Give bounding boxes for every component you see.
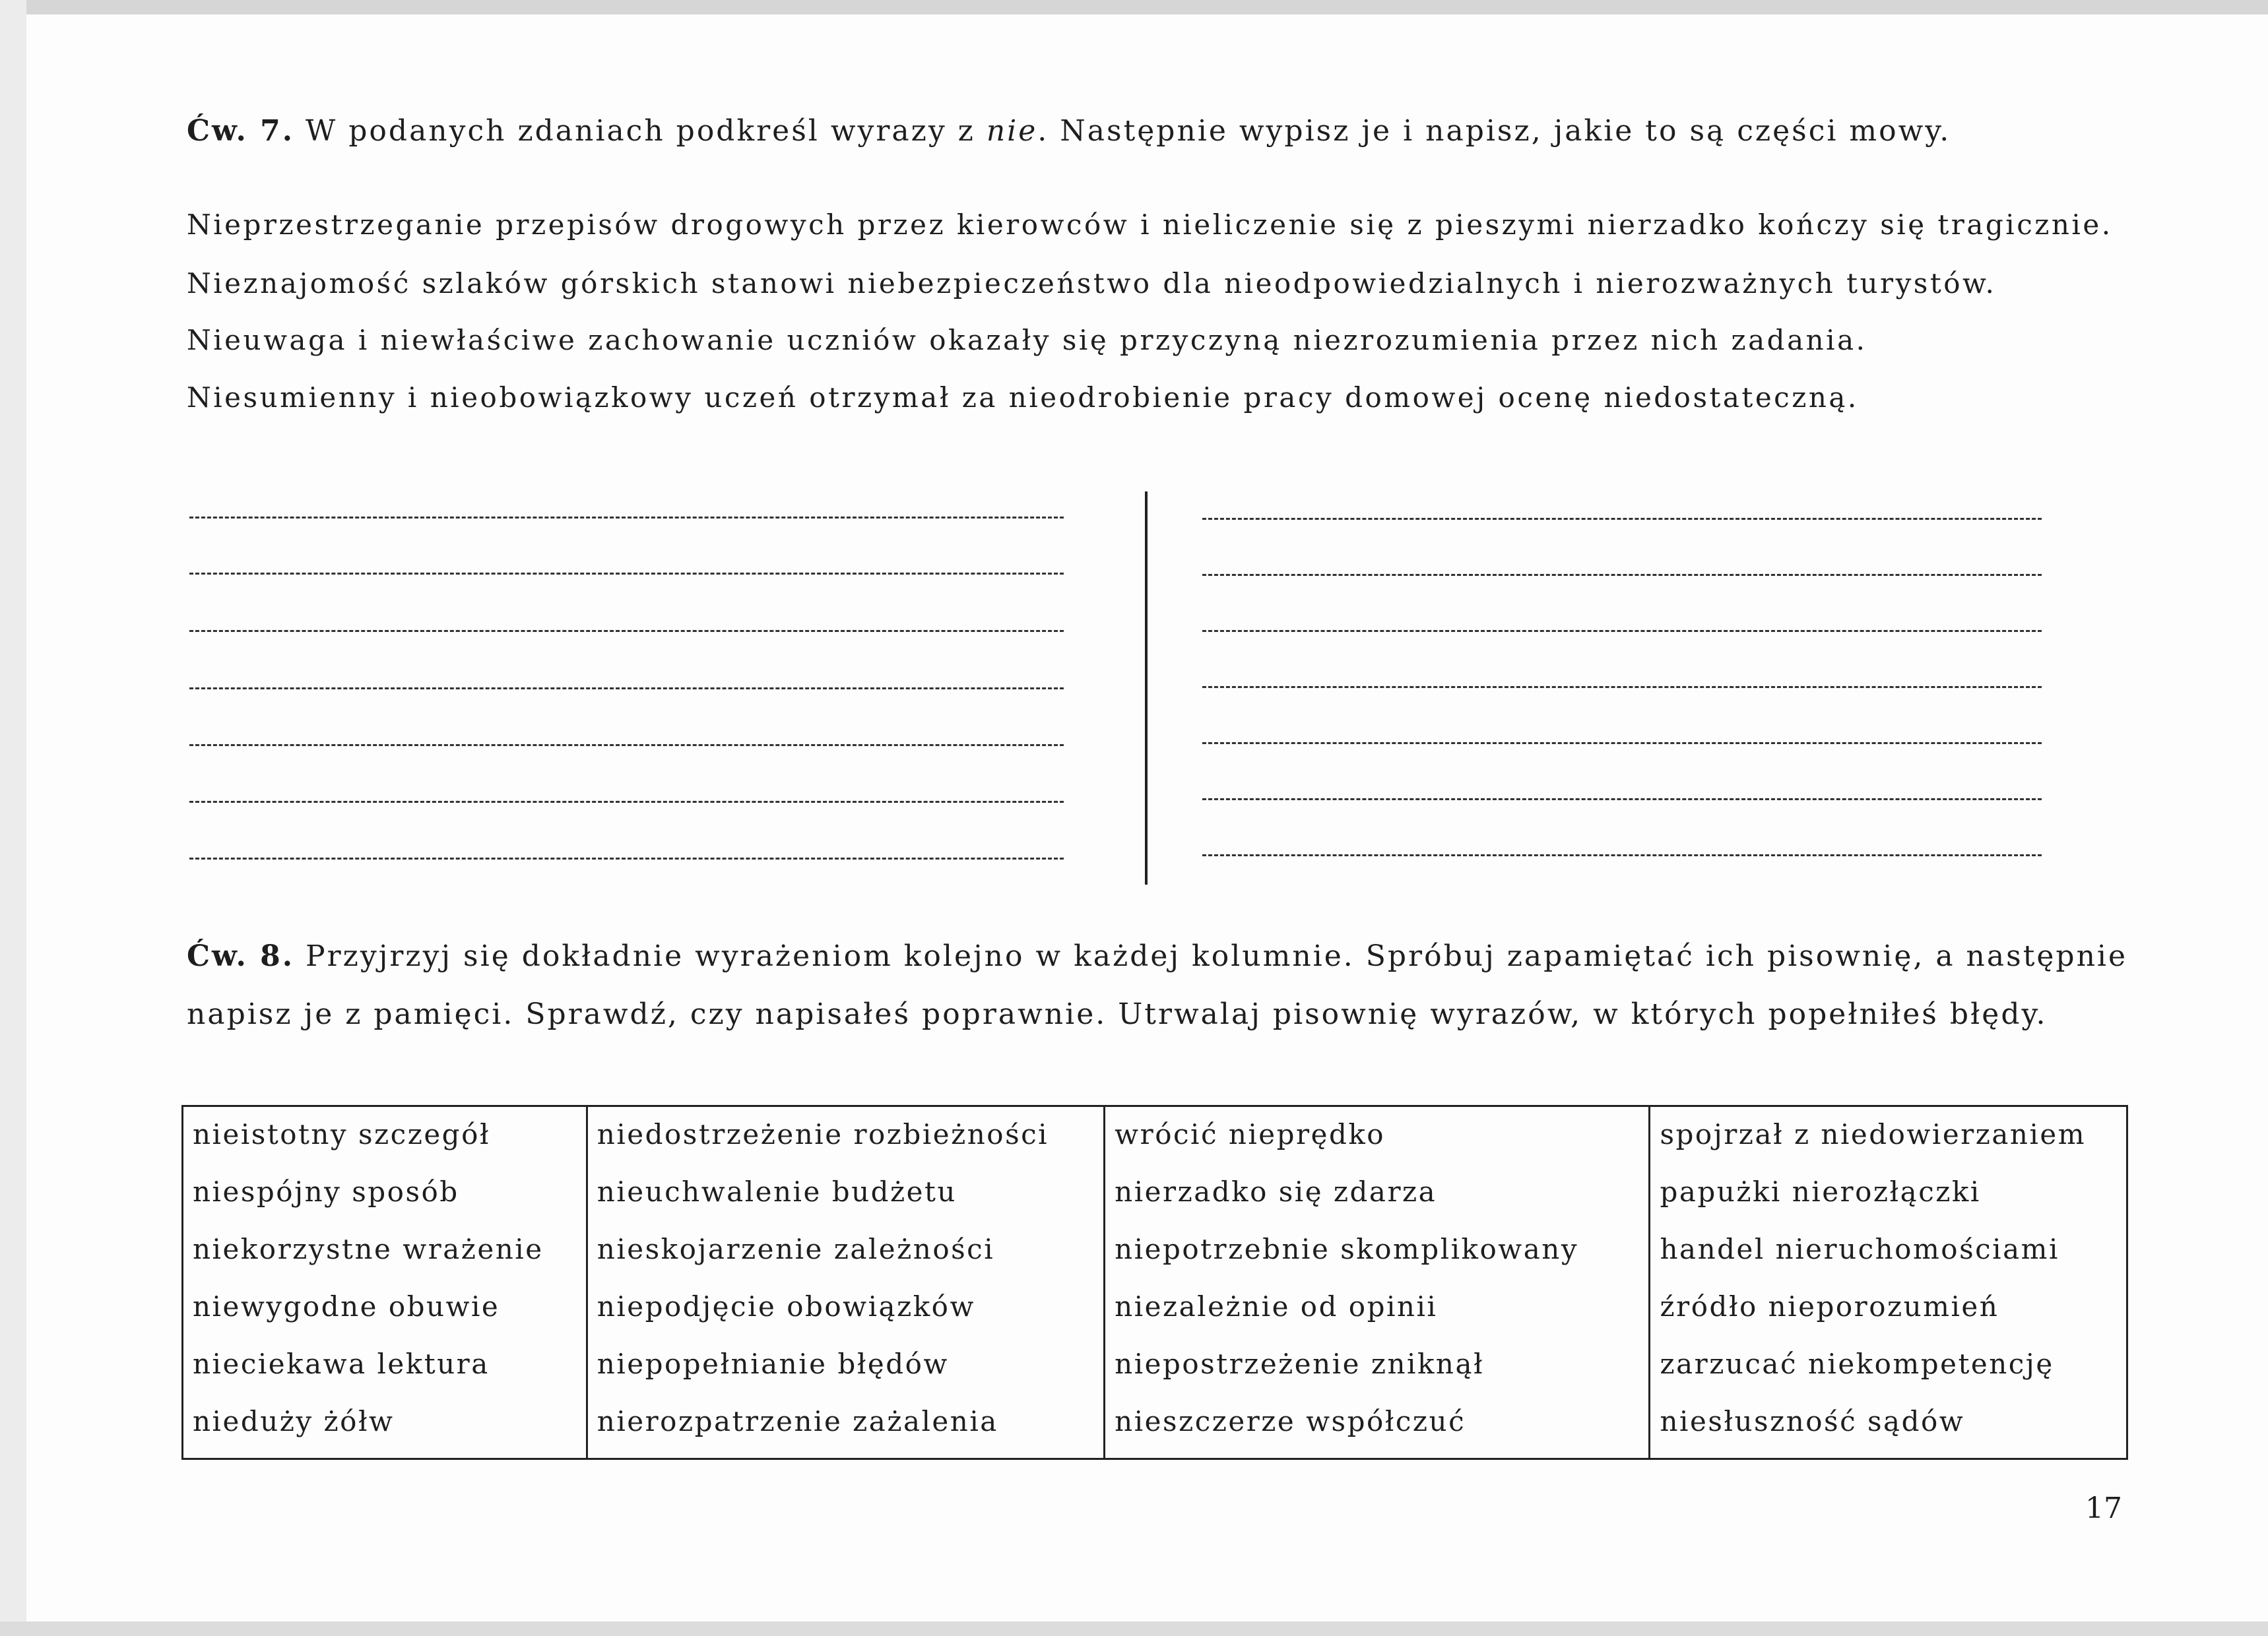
answer-line-left[interactable] [189,630,1064,632]
answer-line-right[interactable] [1202,630,2042,632]
phrase-item: niepostrzeżenie zniknął [1115,1348,1485,1380]
phrase-item: papużki nierozłączki [1660,1176,1981,1208]
phrase-column [588,1107,1105,1458]
page-number: 17 [2085,1492,2122,1525]
scan-edge-top [0,0,2268,15]
phrase-item: niezależnie od opinii [1115,1290,1438,1323]
phrase-table [181,1105,2128,1460]
phrase-item: niepodjęcie obowiązków [597,1290,975,1323]
answer-line-right[interactable] [1202,574,2042,576]
exercise-8-title [187,939,2128,973]
answer-line-left[interactable] [189,744,1064,746]
phrase-item: nieduży żółw [193,1405,395,1437]
phrase-item: niepopełnianie błędów [597,1348,949,1380]
exercise-7-instruction-a: W podanych zdaniach podkreśl wyrazy z [294,114,987,148]
exercise-7-sentence: Nieznajomość szlaków górskich stanowi niebezpieczeństwo dla nieodpowiedzialnych i nierozważnych turystów. [187,267,1997,299]
phrase-item: nieszczerze współczuć [1115,1405,1466,1437]
phrase-item: wrócić nieprędko [1115,1118,1386,1150]
exercise-7-title [187,114,1951,148]
phrase-item: nieuchwalenie budżetu [597,1176,957,1208]
answer-line-right[interactable] [1202,686,2042,688]
phrase-item: handel nieruchomościami [1660,1233,2059,1265]
exercise-8-instruction-line1: Przyjrzyj się dokładnie wyrażeniom kolejno w każdej kolumnie. Spróbuj zapamiętać ich pisownię, a następnie [294,939,2128,973]
phrase-item: nieistotny szczegół [193,1118,490,1150]
phrase-item: spojrzał z niedowierzaniem [1660,1118,2087,1150]
answer-line-right[interactable] [1202,854,2042,856]
exercise-7-sentence: Nieuwaga i niewłaściwe zachowanie uczniów okazały się przyczyną niezrozumienia przez nich zadania. [187,324,1867,356]
exercise-7-instruction-italic: nie [986,114,1038,148]
phrase-item: niesłuszność sądów [1660,1405,1965,1437]
phrase-item: nieciekawa lektura [193,1348,490,1380]
exercise-7-number: Ćw. 7. [187,114,295,148]
phrase-item: niewygodne obuwie [193,1290,500,1323]
exercise-8-number: Ćw. 8. [187,939,295,973]
phrase-item: zarzucać niekompetencję [1660,1348,2054,1380]
scan-edge-left [0,0,26,1636]
scan-edge-bottom [0,1621,2268,1636]
answer-line-left[interactable] [189,858,1064,860]
phrase-item: niespójny sposób [193,1176,459,1208]
answer-line-left[interactable] [189,573,1064,575]
phrase-item: nierozpatrzenie zażalenia [597,1405,998,1437]
answer-line-left[interactable] [189,517,1064,519]
phrase-item: niepotrzebnie skomplikowany [1115,1233,1579,1265]
phrase-item: niedostrzeżenie rozbieżności [597,1118,1049,1150]
phrase-column [1105,1107,1650,1458]
answer-line-left[interactable] [189,801,1064,803]
answer-line-right[interactable] [1202,518,2042,520]
exercise-7-sentence: Nieprzestrzeganie przepisów drogowych przez kierowców i nieliczenie się z pieszymi nierzadko kończy się tragicznie. [187,208,2113,241]
exercise-8-instruction-line2: napisz je z pamięci. Sprawdź, czy napisałeś poprawnie. Utrwalaj pisownię wyrazów, w których popełniłeś błędy. [187,997,2048,1031]
phrase-column [183,1107,588,1458]
phrase-item: nierzadko się zdarza [1115,1176,1437,1208]
phrase-item: niekorzystne wrażenie [193,1233,544,1265]
phrase-item: nieskojarzenie zależności [597,1233,995,1265]
exercise-7-sentence: Niesumienny i nieobowiązkowy uczeń otrzymał za nieodrobienie pracy domowej ocenę niedostateczną. [187,381,1859,414]
exercise-7-instruction-b: . Następnie wypisz je i napisz, jakie to są części mowy. [1037,114,1951,148]
answer-line-right[interactable] [1202,742,2042,744]
phrase-column [1650,1107,2126,1458]
phrase-item: źródło nieporozumień [1660,1290,1999,1323]
answer-line-right[interactable] [1202,798,2042,800]
answer-line-left[interactable] [189,687,1064,689]
answer-column-divider [1145,491,1148,885]
